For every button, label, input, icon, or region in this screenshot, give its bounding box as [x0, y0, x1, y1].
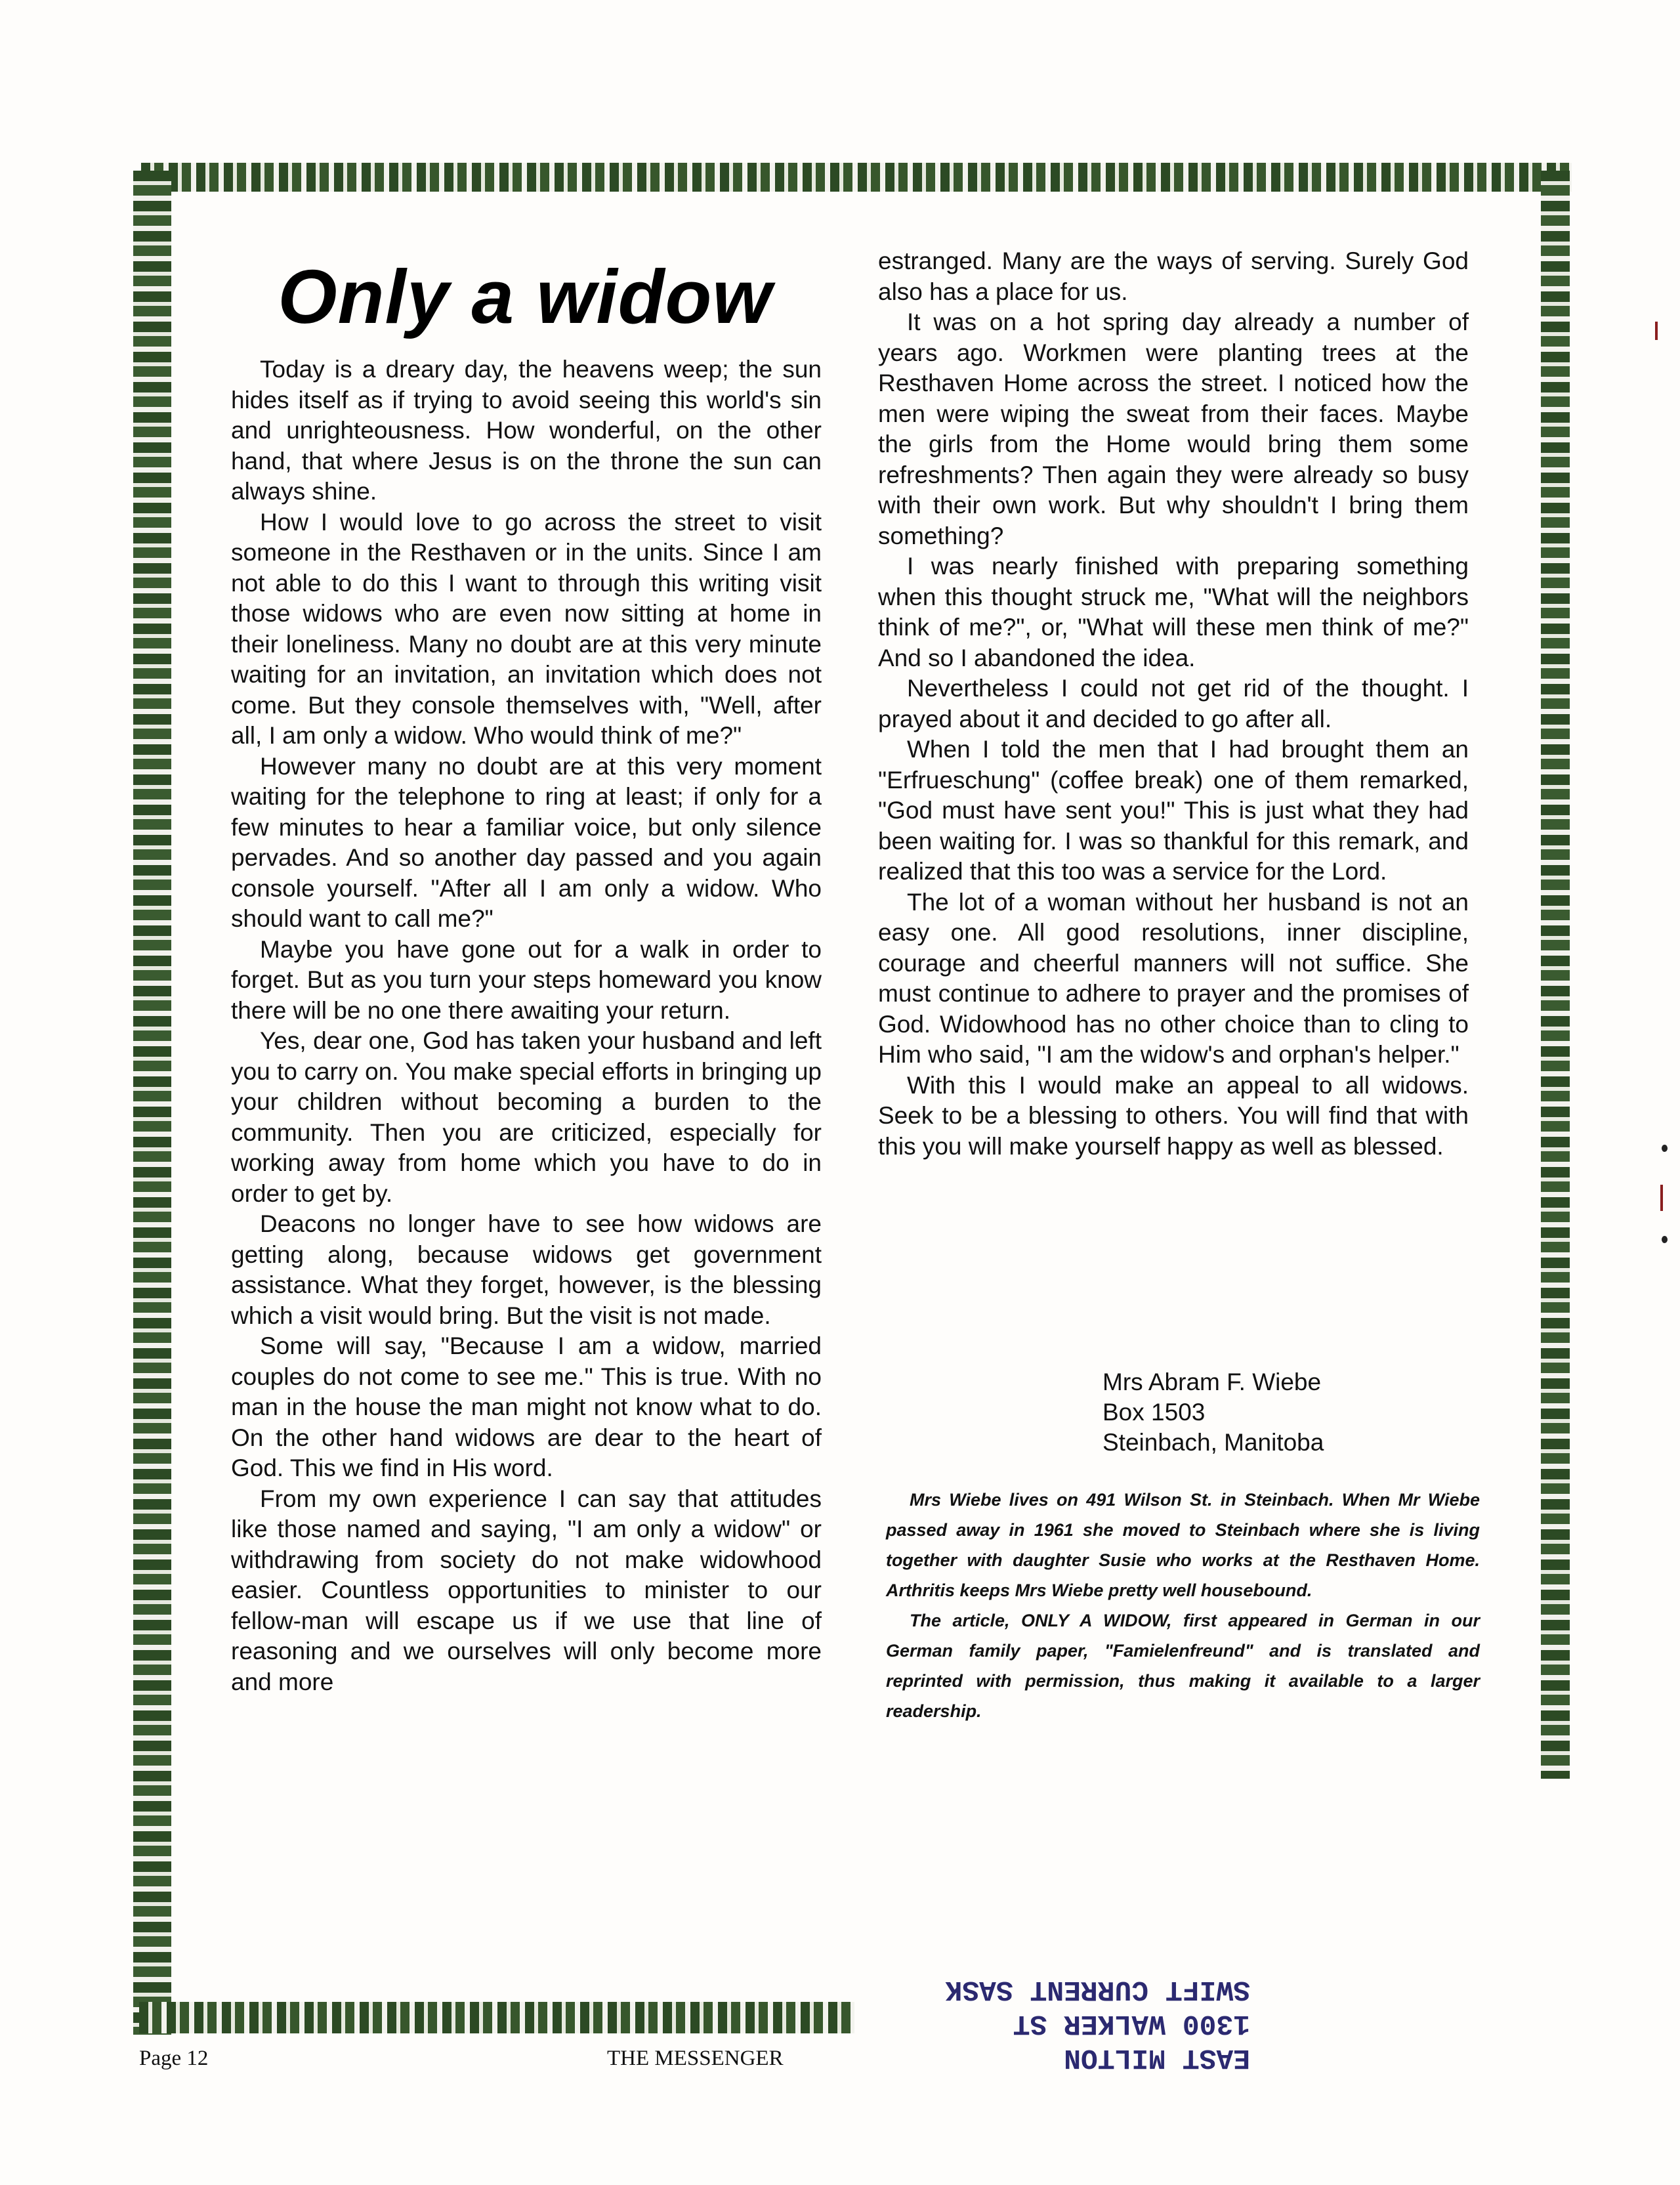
article-title: Only a widow	[278, 254, 772, 339]
paragraph: From my own experience I can say that attitudes like those named and saying, "I am only a widow" or withdrawing from society do not make widowhood easier. Countless opportunities to minister to our fellow-man will escape us if we use that line of reasoning and we ourselves will only become more and more	[231, 1485, 822, 1695]
paragraph: With this I would make an appeal to all widows. Seek to be a blessing to others. You will find that with this you will make yourself happy as well as blessed.	[878, 1071, 1469, 1160]
holly-border-top	[141, 163, 1572, 192]
paragraph: estranged. Many are the ways of serving. Surely God also has a place for us.	[878, 247, 1469, 305]
paragraph: However many no doubt are at this very moment waiting for the telephone to ring at least; if only for a few minutes to hear a familiar voice, but only silence pervades. And so another day passed and you again console yourself. "After all I am only a widow. Who should want to call me?"	[231, 752, 822, 932]
author-box: Box 1503	[1102, 1399, 1206, 1426]
scan-mark	[1662, 1145, 1668, 1152]
address-stamp	[883, 1972, 1250, 2075]
holly-border-right	[1541, 171, 1570, 1779]
paragraph: Nevertheless I could not get rid of the thought. I prayed about it and decided to go after all.	[878, 675, 1469, 732]
editor-note	[886, 1485, 1480, 1726]
stamp-line: SWIFT CURRENT SASK	[945, 1974, 1250, 2006]
scan-mark	[1662, 1236, 1668, 1243]
magazine-name: THE MESSENGER	[607, 2047, 784, 2070]
holly-border-left	[133, 171, 171, 2035]
paragraph: Maybe you have gone out for a walk in order to forget. But as you turn your steps homeward you know there will be no one there awaiting your return.	[231, 935, 822, 1024]
scan-mark	[1660, 1185, 1663, 1211]
paragraph: The lot of a woman without her husband is not an easy one. All good resolutions, inner discipline, courage and cheerful manners will not suffice. She must continue to adhere to prayer and the promises of God. Widowhood has no other choice than to cling to Him who said, "I am the widow's and orphan's helper."	[878, 888, 1469, 1068]
paragraph: When I told the men that I had brought them an "Erfrueschung" (coffee break) one of them remarked, "God must have sent you!" This is just what they had been waiting for. I was so thankful for this remark, and realized that this too was a service for the Lord.	[878, 736, 1469, 885]
paragraph: It was on a hot spring day already a number of years ago. Workmen were planting trees at the Resthaven Home across the street. I noticed how the men were wiping the sweat from their faces. Maybe the girls from the Home would bring them some refreshments? Then again they were already so busy with their own work. But why shouldn't I bring them something?	[878, 308, 1469, 549]
author-place: Steinbach, Manitoba	[1102, 1429, 1324, 1456]
paragraph: I was nearly finished with preparing something when this thought struck me, "What will the neighbors think of me?", or, "What will these men think of me?" And so I abandoned the idea.	[878, 553, 1469, 671]
editor-note-paragraph: Mrs Wiebe lives on 491 Wilson St. in Steinbach. When Mr Wiebe passed away in 1961 she moved to Steinbach where she is living together with daughter Susie who works at the Resthaven Home. Arthritis keeps Mrs Wiebe pretty well housebound.	[886, 1490, 1480, 1600]
stamp-line: 1300 WALKER ST	[1013, 2008, 1250, 2040]
paragraph: Today is a dreary day, the heavens weep; the sun hides itself as if trying to avoid seeing this world's sin and unrighteousness. How wonderful, on the other hand, that where Jesus is on the throne the sun can always shine.	[231, 356, 822, 505]
holly-border-bottom	[139, 2002, 854, 2033]
stamp-line: EAST MILTON	[1064, 2042, 1250, 2074]
article-column-left	[231, 354, 822, 1697]
paragraph: Some will say, "Because I am a widow, married couples do not come to see me." This is true. With no man in the house the man might not know what to do. On the other hand widows are dear to the heart of God. This we find in His word.	[231, 1332, 822, 1481]
paragraph: Deacons no longer have to see how widows are getting along, because widows get government assistance. What they forget, however, is the blessing which a visit would bring. But the visit is not made.	[231, 1210, 822, 1329]
page-number: Page 12	[139, 2047, 209, 2070]
author-signature	[1102, 1367, 1324, 1458]
scan-mark	[1655, 322, 1658, 340]
paragraph: Yes, dear one, God has taken your husband and left you to carry on. You make special efforts in bringing up your children without becoming a burden to the community. Then you are criticized, especially for working away from home which you have to do in order to get by.	[231, 1027, 822, 1207]
paragraph: How I would love to go across the street to visit someone in the Resthaven or in the units. Since I am not able to do this I want to through this writing visit those widows who are even now sitting at home in their loneliness. Many no doubt are at this very minute waiting for an invitation, an invitation which does not come. But they console themselves with, "Well, after all, I am only a widow. Who would think of me?"	[231, 508, 822, 749]
article-column-right	[878, 246, 1469, 1162]
editor-note-paragraph: The article, ONLY A WIDOW, first appeared in German in our German family paper, "Famielenfreund" and is translated and reprinted with permission, thus making it available to a larger readership.	[886, 1611, 1480, 1721]
author-name: Mrs Abram F. Wiebe	[1102, 1368, 1322, 1395]
